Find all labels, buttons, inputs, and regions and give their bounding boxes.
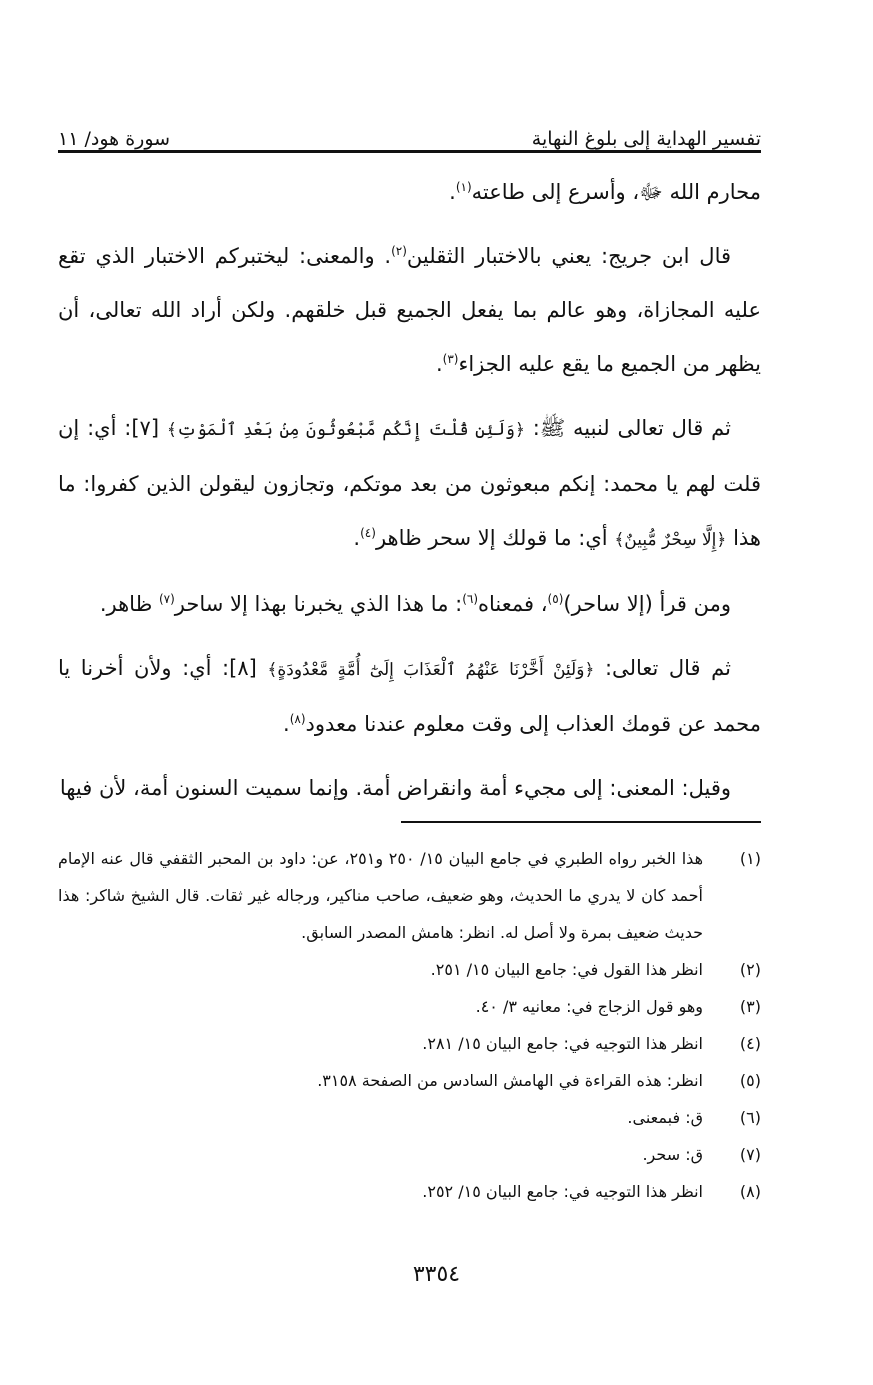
footnote-ref: (١) [455, 180, 472, 194]
footnote-number: (٣) [739, 997, 761, 1016]
footnotes [58, 840, 761, 1210]
running-header [58, 110, 761, 150]
footnote-item [58, 1025, 761, 1062]
paragraph-2: قال ابن جريج: يعني بالاختبار الثقلين$^{(٢)}$. والمعنى: ليختبركم الاختبار الذي تقع عليه المجازاة، وهو عالم بما يفعل الجميع قبل خلقهم. ولكن أراد الله تعالى، أن يظهر من الجميع ما يقع عليه الجزاء$^{(٣)}$. [58, 244, 761, 376]
footnote-text: انظر هذا التوجيه في: جامع البيان ١٥/ ٢٨١. [422, 1034, 703, 1053]
footnote-ref: (٦) [462, 592, 479, 606]
footnote-number: (٢) [739, 960, 761, 979]
footnote-item [58, 1099, 761, 1136]
footnote-ref: (٣) [442, 352, 459, 366]
header-rule [58, 150, 761, 153]
footnote-text: انظر هذا القول في: جامع البيان ١٥/ ٢٥١. [430, 960, 703, 979]
paragraph-3: ثم قال تعالى لنبيه ﷺ: ﴿وَلَئِن قُلْتَ إِنَّكُم مَّبْعُوثُونَ مِنۢ بَعْدِ ٱلْمَوْتِ﴾ [٧]: أي: إن قلت لهم يا محمد: إنكم مبعوثون من بعد موتكم، وتجازون ليقولن الذين كفروا: ما هذا ﴿إِلَّا سِحْرٌ مُّبِينٌ﴾ أي: ما قولك إلا سحر ظاهر$^{(٤)}$. [58, 416, 761, 550]
footnote-text: ق: فبمعنى. [627, 1108, 703, 1127]
footnote-text: وهو قول الزجاج في: معانيه ٣/ ٤٠. [475, 997, 703, 1016]
footnote-item [58, 1062, 761, 1099]
quran-verse: ﴿وَلَئِنْ أَخَّرْنَا عَنْهُمُ ٱلْعَذَابَ إِلَىٰٓ أُمَّةٍ مَّعْدُودَةٍ﴾ [267, 660, 595, 680]
footnote-ref: (٤) [360, 526, 376, 540]
footnote-ref: (٨) [289, 712, 306, 726]
footnote-item [58, 988, 761, 1025]
paragraph-4: ومن قرأ (إلا ساحر)$^{(٥)}$، فمعناه$^{(٦)}$: ما هذا الذي يخبرنا بهذا إلا ساحر$^{(٧)}$ ظاهر. [99, 592, 731, 616]
footnote-number: (١) [739, 849, 761, 868]
footnote-text: هذا الخبر رواه الطبري في جامع البيان ١٥/ ٢٥٠ و٢٥١، عن: داود بن المحبر الثقفي قال عنه الإمام أحمد كان لا يدري ما الحديث، وهو ضعيف، صاحب مناكير، ورجاله غير ثقات. قال الشيخ شاكر: هذا حديث ضعيف بمرة ولا أصل له. انظر: هامش المصدر السابق. [58, 849, 704, 942]
footnote-separator [401, 821, 761, 823]
book-title: تفسير الهداية إلى بلوغ النهاية [531, 128, 761, 150]
footnote-ref: (٧) [158, 592, 175, 606]
footnote-ref: (٢) [391, 244, 407, 258]
footnote-number: (٤) [739, 1034, 761, 1053]
footnote-text: انظر: هذه القراءة في الهامش السادس من الصفحة ٣١٥٨. [317, 1071, 703, 1090]
footnote-item [58, 840, 761, 951]
footnote-number: (٧) [739, 1145, 761, 1164]
footnote-item [58, 1136, 761, 1173]
paragraph-6: وقيل: المعنى: إلى مجيء أمة وانقراض أمة. وإنما سميت السنون أمة، لأن فيها [59, 776, 731, 800]
footnote-ref: (٥) [547, 592, 564, 606]
quran-verse: ﴿إِلَّا سِحْرٌ مُّبِينٌ﴾ [614, 530, 727, 550]
footnote-text: ق: سحر. [642, 1145, 703, 1164]
page-number: ٣٣٥٤ [412, 1262, 461, 1287]
footnote-number: (٨) [739, 1182, 761, 1201]
quran-verse: ﴿وَلَئِن قُلْتَ إِنَّكُم مَّبْعُوثُونَ مِنۢ بَعْدِ ٱلْمَوْتِ﴾ [166, 420, 525, 440]
footnote-number: (٦) [739, 1108, 761, 1127]
footnote-number: (٥) [739, 1071, 761, 1090]
paragraph-5: ثم قال تعالى: ﴿وَلَئِنْ أَخَّرْنَا عَنْهُمُ ٱلْعَذَابَ إِلَىٰٓ أُمَّةٍ مَّعْدُودَةٍ﴾ [٨]: أي: ولأن أخرنا يا محمد عن قومك العذاب إلى وقت معلوم عندنا معدود$^{(٨)}$. [58, 656, 761, 736]
footnote-text: انظر هذا التوجيه في: جامع البيان ١٥/ ٢٥٢. [422, 1182, 703, 1201]
main-text [58, 165, 761, 815]
surah-reference: سورة هود/ ١١ [58, 128, 171, 150]
paragraph-1: محارم الله ﷻ، وأسرع إلى طاعته$^{(١)}$. [449, 180, 761, 204]
footnote-item [58, 951, 761, 988]
footnote-item [58, 1173, 761, 1210]
